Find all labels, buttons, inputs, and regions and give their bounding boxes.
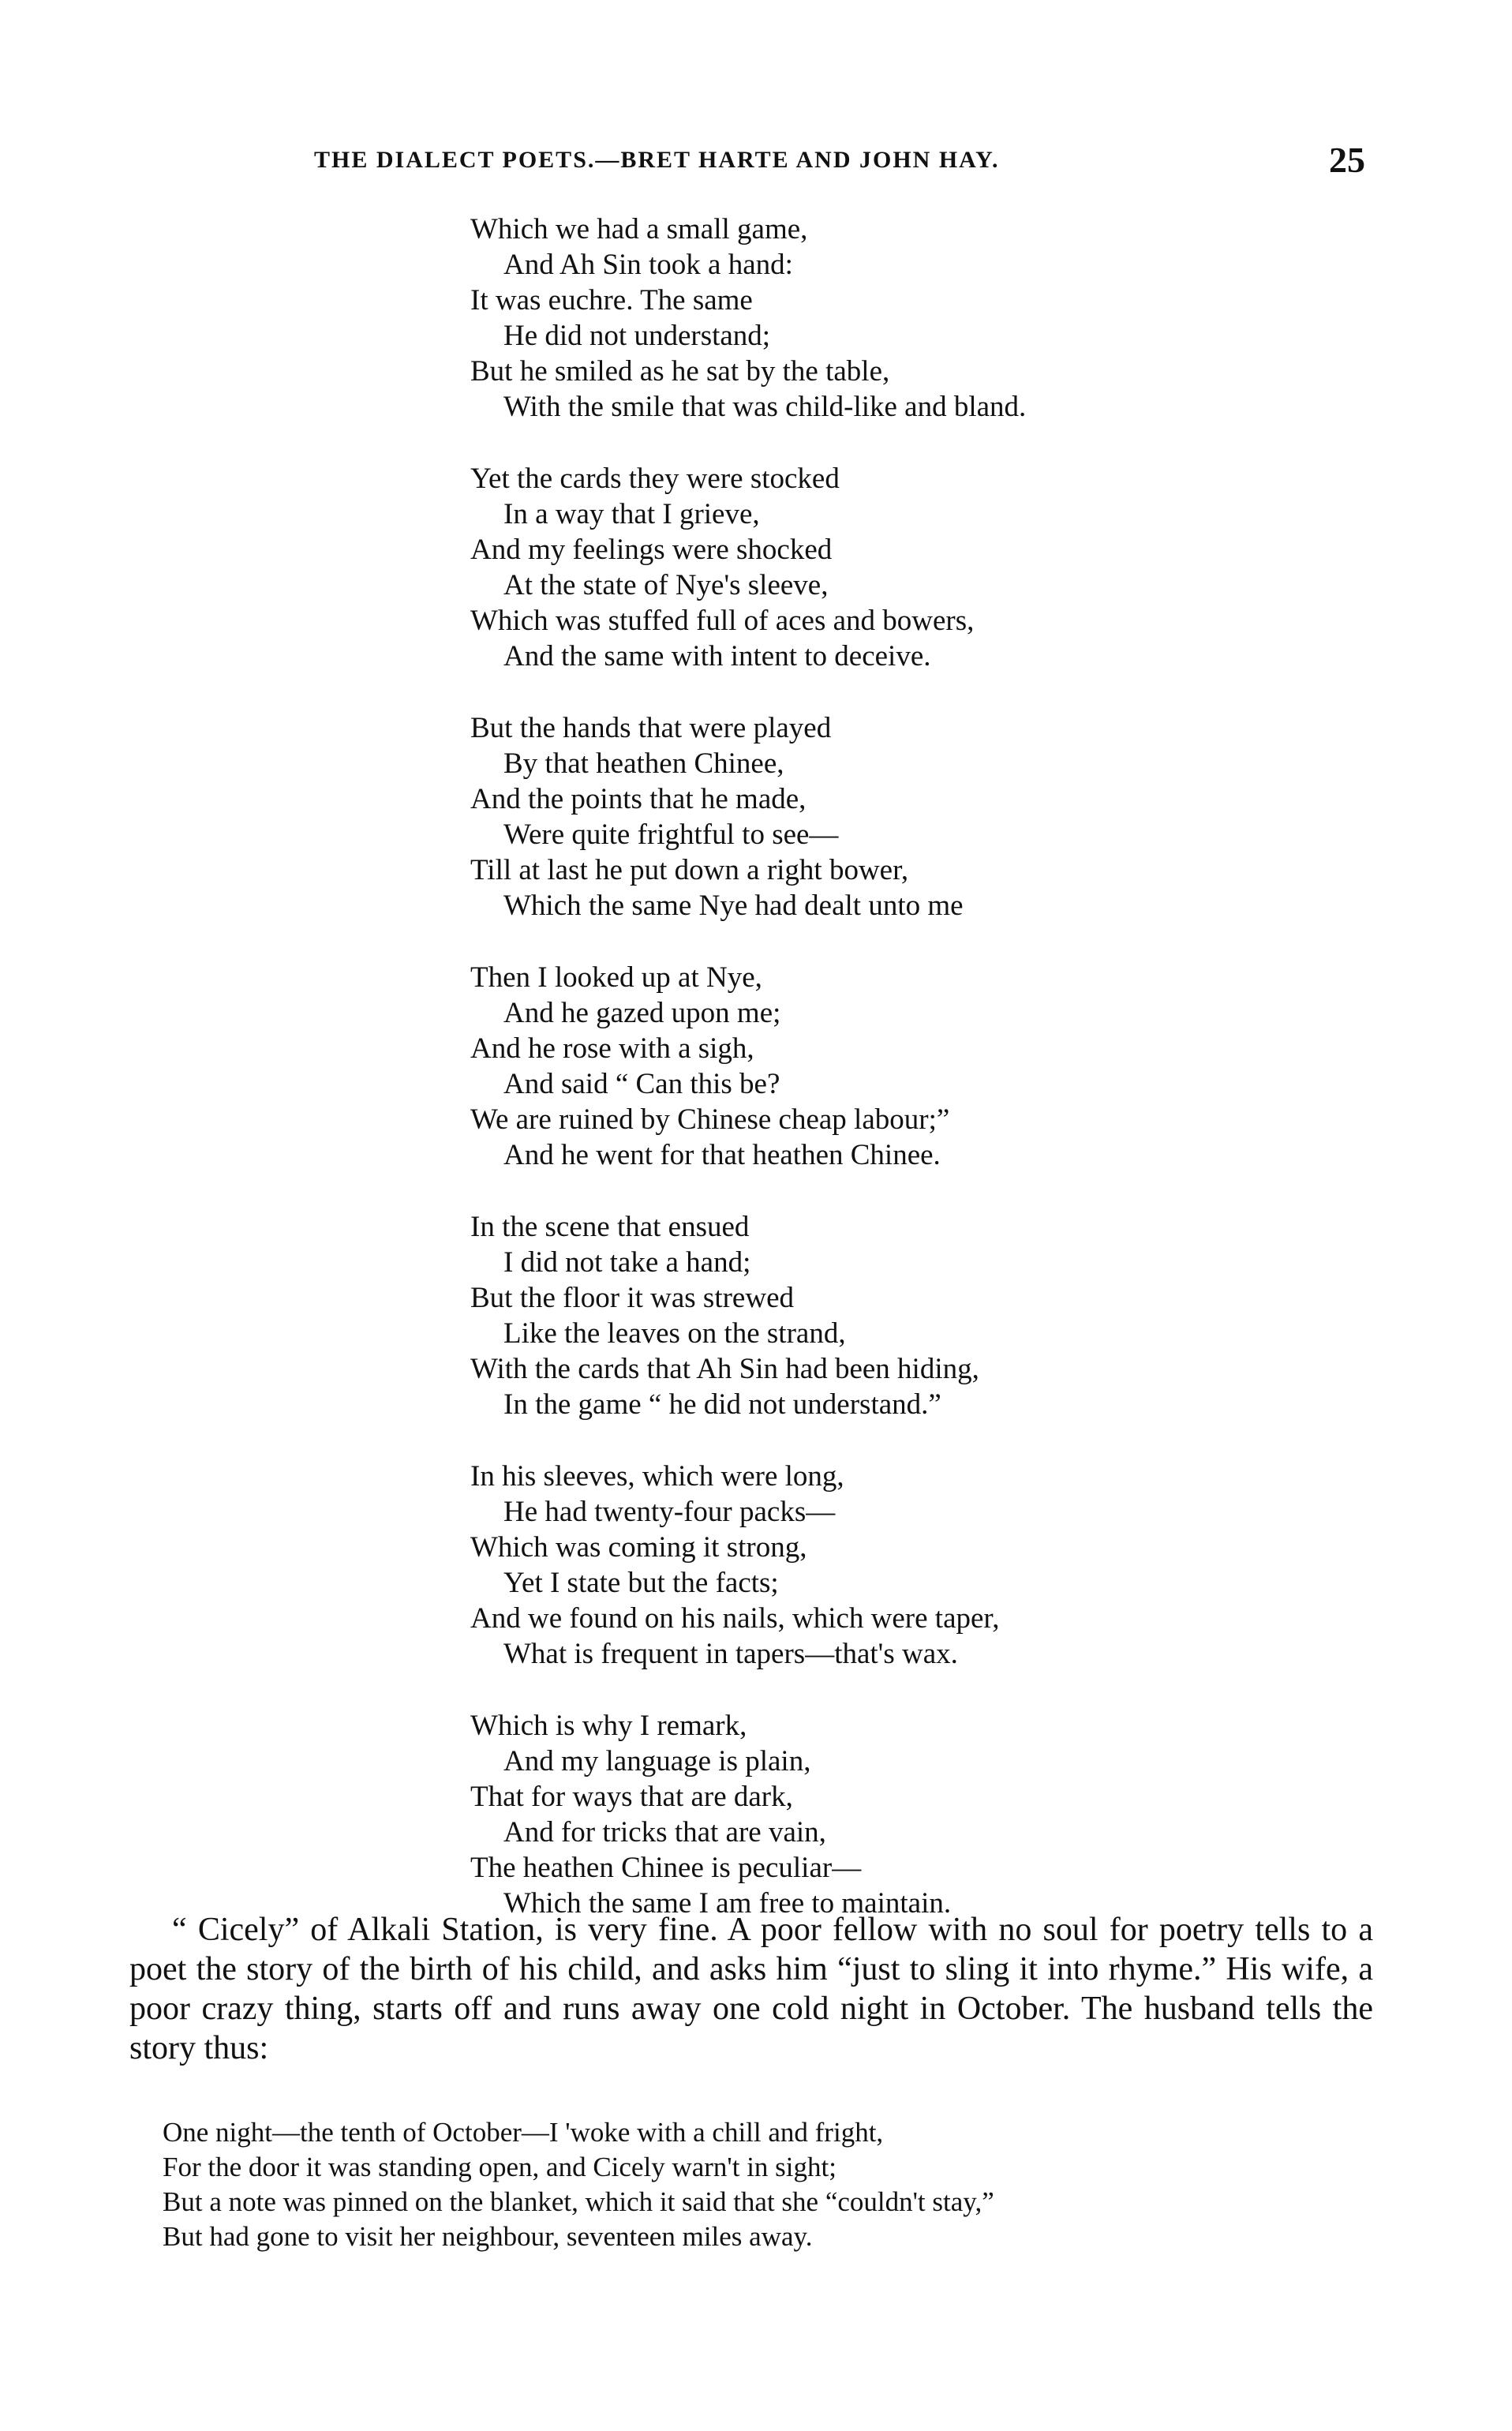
poem-line: Which was stuffed full of aces and bowers, xyxy=(470,605,975,637)
poem-line: In the game “ he did not understand.” xyxy=(503,1388,941,1421)
poem-line: In his sleeves, which were long, xyxy=(470,1460,844,1493)
prose-section xyxy=(129,1910,1373,2068)
poem-line: And for tricks that are vain, xyxy=(503,1816,826,1849)
poem-line: The heathen Chinee is peculiar— xyxy=(470,1852,862,1884)
poem-line: In a way that I grieve, xyxy=(503,498,760,530)
poem-line: But the floor it was strewed xyxy=(470,1282,794,1314)
poem-line: Which the same I am free to maintain. xyxy=(503,1887,952,1920)
stanza xyxy=(470,461,1417,674)
poem-line: Like the leaves on the strand, xyxy=(503,1317,846,1350)
poem-line: Yet the cards they were stocked xyxy=(470,463,840,495)
poem-line: It was euchre. The same xyxy=(470,284,753,317)
poem xyxy=(470,212,1417,1957)
quote-line: But had gone to visit her neighbour, seventeen miles away. xyxy=(163,2221,813,2252)
poem-line: And he rose with a sigh, xyxy=(470,1032,754,1065)
page-number: 25 xyxy=(1329,140,1365,180)
poem-line: And Ah Sin took a hand: xyxy=(503,249,793,281)
stanza xyxy=(470,1209,1417,1422)
stanza xyxy=(470,212,1417,425)
running-title: THE DIALECT POETS.—BRET HARTE AND JOHN HAY. xyxy=(314,147,1000,173)
stanza xyxy=(470,710,1417,923)
poem-line: Then I looked up at Nye, xyxy=(470,961,762,994)
running-head xyxy=(134,139,1381,186)
poem-line: With the cards that Ah Sin had been hiding, xyxy=(470,1353,979,1385)
stanza xyxy=(470,1708,1417,1921)
poem-line: In the scene that ensued xyxy=(470,1211,750,1243)
poem-line: By that heathen Chinee, xyxy=(503,747,784,780)
poem-line: And my language is plain, xyxy=(503,1745,811,1777)
poem-line: Were quite frightful to see— xyxy=(503,818,839,851)
poem-line: And the same with intent to deceive. xyxy=(503,640,931,672)
poem-line: And my feelings were shocked xyxy=(470,534,833,566)
poem-line: That for ways that are dark, xyxy=(470,1781,793,1813)
poem-line: Which was coming it strong, xyxy=(470,1531,807,1564)
poem-line: Till at last he put down a right bower, xyxy=(470,854,909,886)
poem-line: Yet I state but the facts; xyxy=(503,1567,779,1599)
poem-line: At the state of Nye's sleeve, xyxy=(503,569,829,601)
poem-line: And the points that he made, xyxy=(470,783,807,815)
poem-line: What is frequent in tapers—that's wax. xyxy=(503,1638,958,1670)
poem-line: And he gazed upon me; xyxy=(503,997,781,1029)
poem-line: Which the same Nye had dealt unto me xyxy=(503,890,964,922)
poem-line: But the hands that were played xyxy=(470,712,832,744)
prose-paragraph: “ Cicely” of Alkali Station, is very fine. A poor fellow with no soul for poetry tells to a poet the story of the birth of his child, and asks him “just to sling it into rhyme.” His wife, a poor crazy thing, starts off and runs away one cold night in October. The husband tells the story thus: xyxy=(129,1912,1373,2066)
poem-line: Which is why I remark, xyxy=(470,1710,747,1742)
poem-line: He had twenty-four packs— xyxy=(503,1496,836,1528)
poem-line: And he went for that heathen Chinee. xyxy=(503,1139,941,1171)
poem-line: And said “ Can this be? xyxy=(503,1068,780,1100)
poem-line: But he smiled as he sat by the table, xyxy=(470,355,890,388)
poem-line: And we found on his nails, which were taper, xyxy=(470,1602,1000,1635)
poem-line: I did not take a hand; xyxy=(503,1246,751,1279)
quote-line: One night—the tenth of October—I 'woke with a chill and fright, xyxy=(163,2117,884,2148)
stanza xyxy=(470,960,1417,1173)
stanza xyxy=(470,1459,1417,1672)
poem-line: Which we had a small game, xyxy=(470,213,808,245)
quoted-verse xyxy=(163,2115,1394,2254)
quote-line: But a note was pinned on the blanket, which it said that she “couldn't stay,” xyxy=(163,2186,994,2217)
poem-line: We are ruined by Chinese cheap labour;” xyxy=(470,1103,950,1136)
poem-line: He did not understand; xyxy=(503,320,771,352)
poem-line: With the smile that was child-like and bland. xyxy=(503,391,1027,423)
quote-line: For the door it was standing open, and Cicely warn't in sight; xyxy=(163,2152,836,2182)
